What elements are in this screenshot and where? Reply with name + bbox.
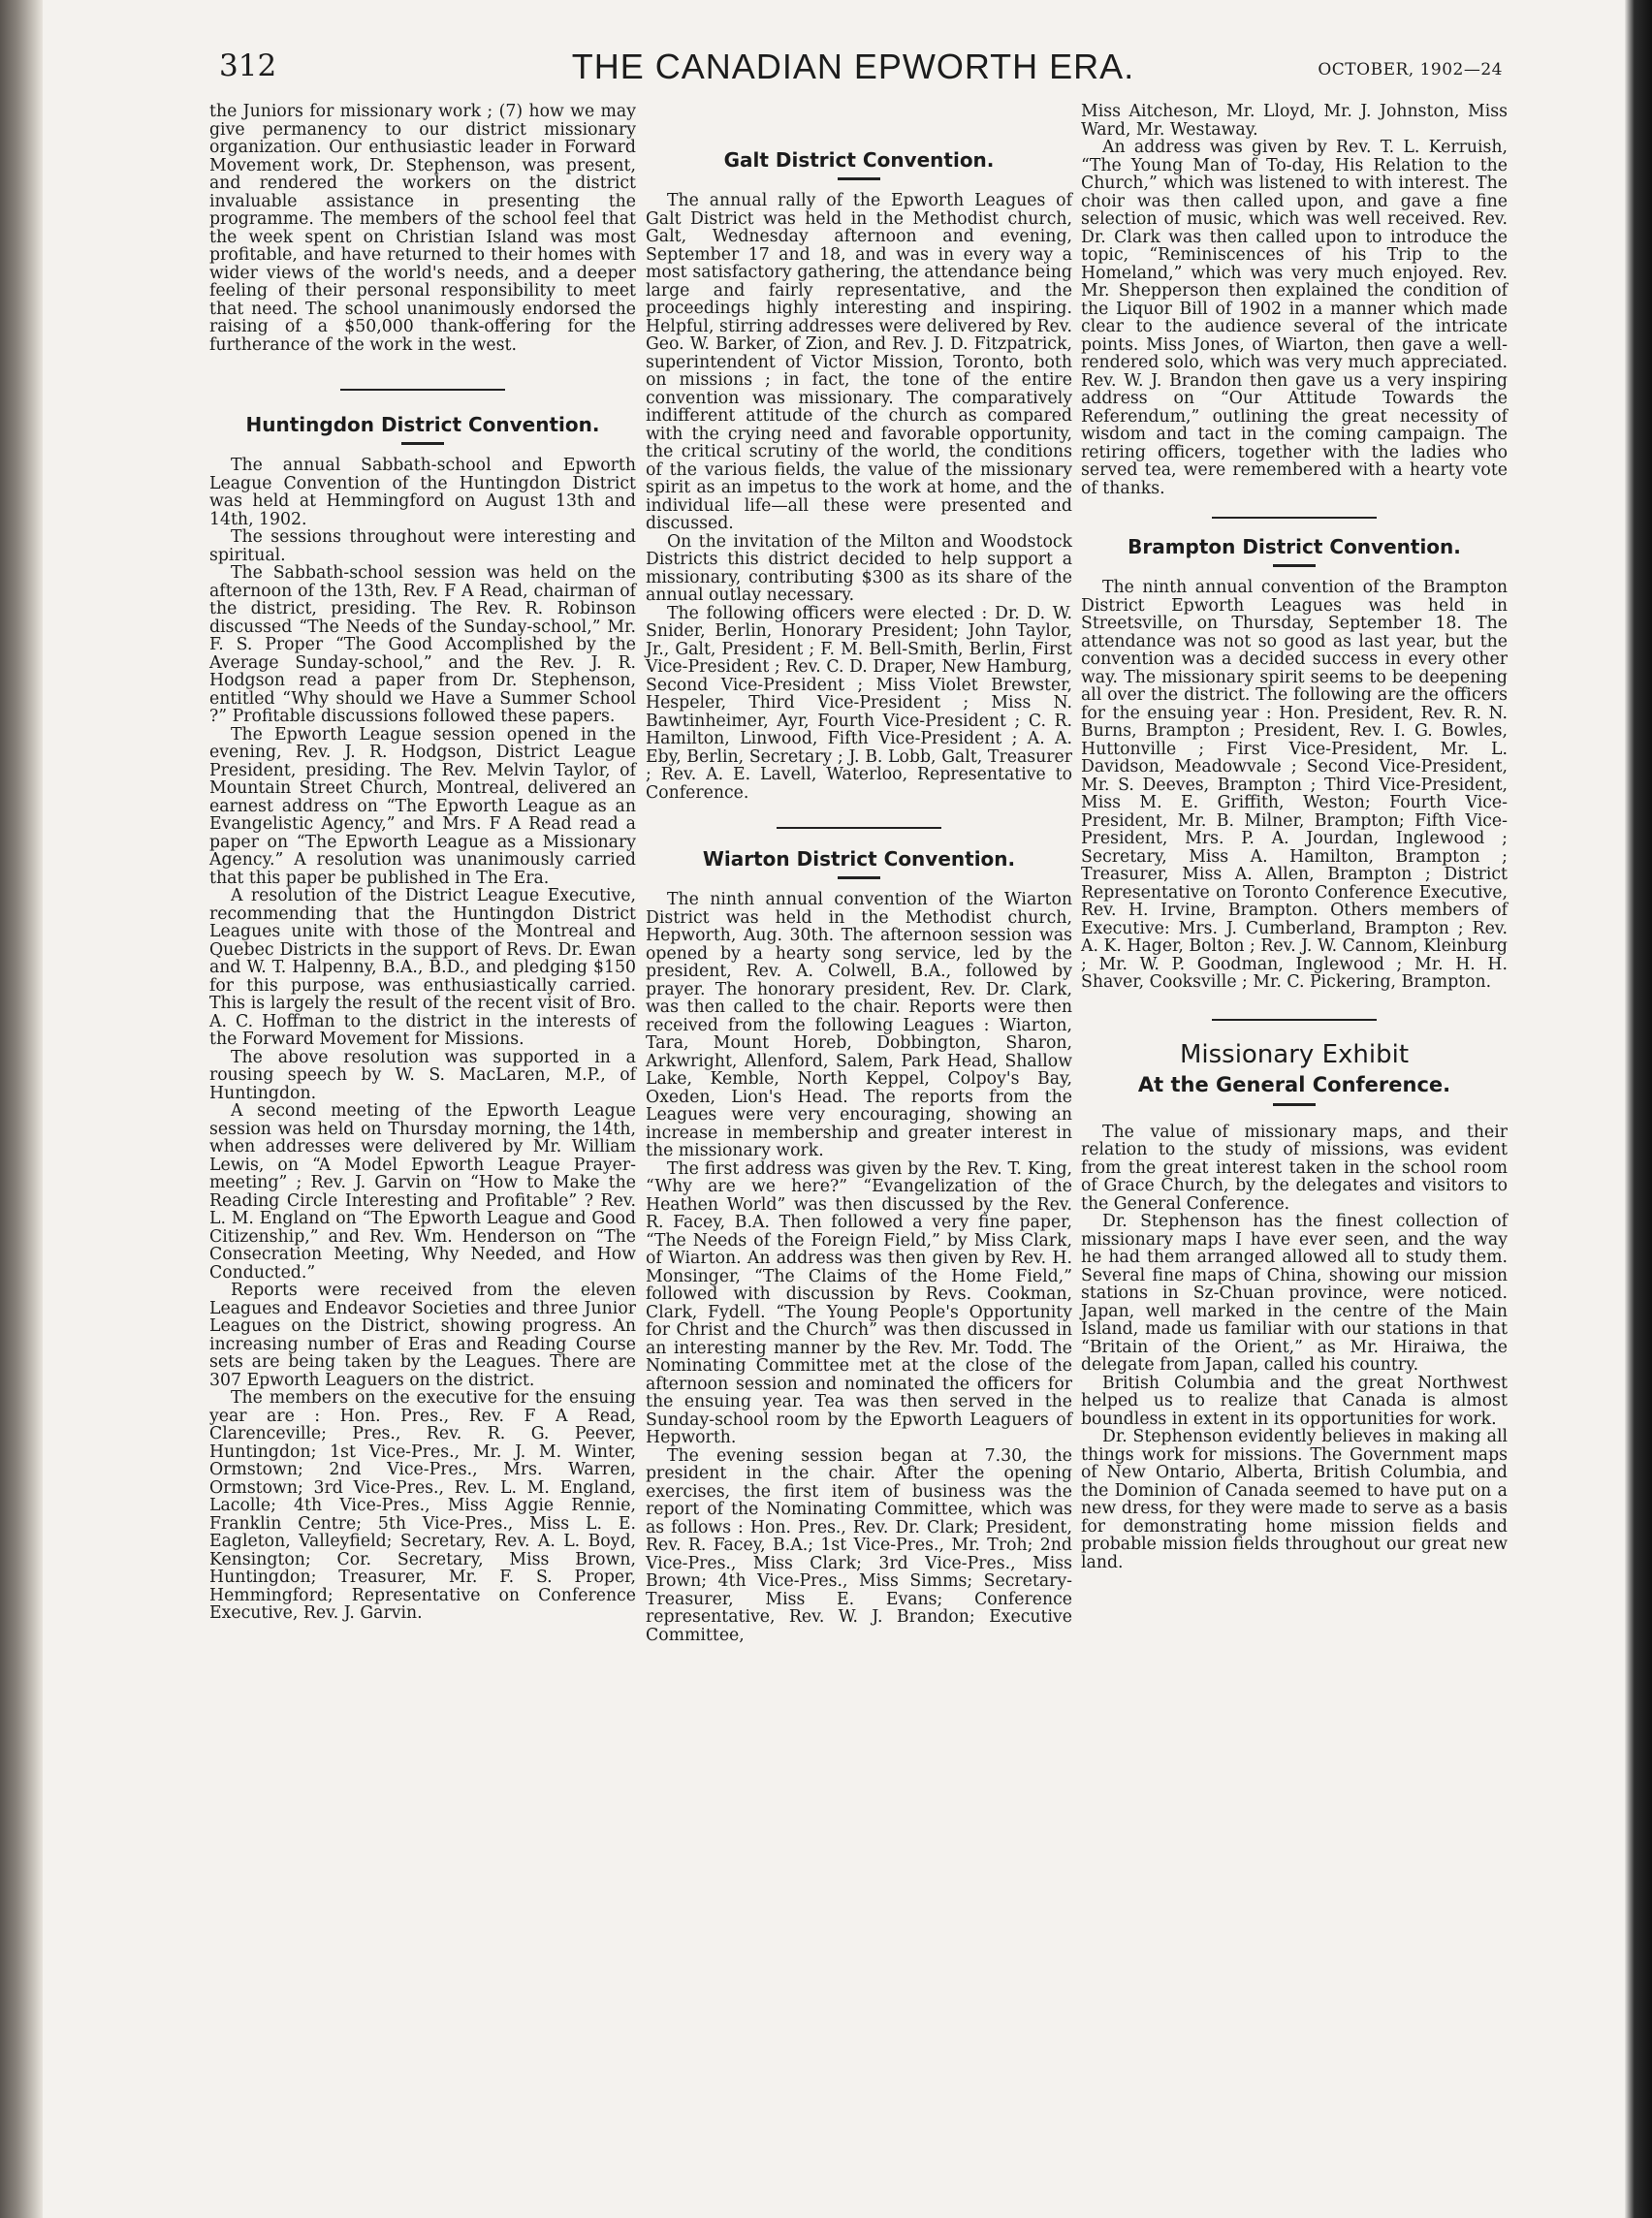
issue-date: OCTOBER, 1902—24	[1318, 60, 1503, 79]
section-divider	[1212, 517, 1377, 519]
paragraph: A resolution of the District League Executive, recommending that the Huntingdon District Leagues unite with those of the Montreal and Quebec Districts in the support of Revs. Dr. Ewan and W. T. Halpenny, B.A., B.D., and pledging $150 for this purpose, was enthusiastically carried. This is largely the result of the recent visit of Bro. A. C. Hoffman to the district in the interests of the Forward Movement for Missions.	[209, 886, 636, 1049]
paragraph: The first address was given by the Rev. T. King, “Why are we here?” “Evangelization of the Heathen World” was then discussed by the Rev. R. Facey, B.A. Then followed a very fine paper, “The Needs of the Foreign Field,” by Miss Clark, of Wiarton. An address was then given by Rev. H. Monsinger, “The Claims of the Home Field,” followed with discussion by Revs. Cookman, Clark, Fydell. “The Young People's Opportunity for Christ and the Church” was then discussed in an interesting manner by the Rev. Mr. Todd. The Nominating Committee met at the close of the afternoon session and nominated the officers for the ensuing year. Tea was then served in the Sunday-school room by the Epworth Leaguers of Hepworth.	[646, 1158, 1072, 1447]
newspaper-page	[204, 39, 1508, 2191]
paragraph: British Columbia and the great Northwest helped us to realize that Canada is almost boundless in extent in its opportunities for work.	[1081, 1373, 1508, 1429]
paragraph: On the invitation of the Milton and Woodstock Districts this district decided to help support a missionary, contributing $300 as its share of the annual outlay necessary.	[646, 531, 1072, 605]
paragraph: The following officers were elected : Dr. D. W. Snider, Berlin, Honorary President; John Taylor, Jr., Galt, President ; F. M. Bell-Smith, Berlin, First Vice-President ; Rev. C. D. Draper, New Hamburg, Second Vice-President ; Miss Violet Brewster, Hespeler, Third Vice-President ; Miss N. Bawtinheimer, Ayr, Fourth Vice-President ; C. R. Hamilton, Linwood, Fifth Vice-President ; A. A. Eby, Berlin, Secretary ; J. B. Lobb, Galt, Treasurer ; Rev. A. E. Lavell, Waterloo, Representative to Conference.	[646, 603, 1072, 803]
paragraph: The annual rally of the Epworth Leagues of Galt District was held in the Methodist church, Galt, Wednesday afternoon and evening, September 17 and 18, and was in every way a most satisfactory gathering, the attendance being large and fairly representative, and the proceedings highly interesting and inspiring. Helpful, stirring addresses were delivered by Rev. Geo. W. Barker, of Zion, and Rev. J. D. Fitzpatrick, superintendent of Victor Mission, Toronto, both on missions ; in fact, the tone of the entire convention was missionary. The comparatively indifferent attitude of the church as compared with the crying need and favorable opportunity, the critical scrutiny of the world, the conditions of the various fields, the value of the missionary spirit as an impetus to the work at home, and the individual life—all these were presented and discussed.	[646, 191, 1072, 533]
page-edge	[1625, 0, 1652, 2218]
column-1	[209, 103, 636, 1623]
column-2	[646, 103, 1072, 1644]
paragraph: The value of missionary maps, and their relation to the study of missions, was evident from the great interest taken in the school room of Grace Church, by the delegates and visitors to the General Conference.	[1081, 1122, 1508, 1214]
paragraph: The members on the executive for the ensuing year are : Hon. Pres., Rev. F A Read, Clarenceville; Pres., Rev. R. G. Peever, Huntingdon; 1st Vice-Pres., Mr. J. M. Winter, Ormstown; 2nd Vice-Pres., Mrs. Warren, Ormstown; 3rd Vice-Pres., Rev. L. M. England, Lacolle; 4th Vice-Pres., Miss Aggie Rennie, Franklin Centre; 5th Vice-Pres., Miss L. E. Eagleton, Valleyfield; Secretary, Rev. A. L. Boyd, Kensington; Cor. Secretary, Miss Brown, Huntingdon; Treasurer, Mr. F. S. Proper, Hemmingford; Representative on Conference Executive, Rev. J. Garvin.	[209, 1388, 636, 1623]
brampton-heading: Brampton District Convention.	[1128, 535, 1461, 558]
heading-dash	[838, 177, 880, 180]
heading-dash	[401, 442, 444, 445]
exhibit-subheading: At the General Conference.	[1137, 1072, 1451, 1096]
paragraph: Dr. Stephenson evidently believes in making all things work for missions. The Government maps of New Ontario, Alberta, British Columbia, and the Dominion of Canada seemed to have put on a new dress, for they were made to serve as a basis for demonstrating home mission fields and probable mission fields throughout our great new land.	[1081, 1427, 1508, 1572]
heading-dash	[838, 876, 880, 879]
paragraph: The annual Sabbath-school and Epworth League Convention of the Huntingdon District was held at Hemmingford on August 13th and 14th, 1902.	[209, 456, 636, 529]
paragraph: The sessions throughout were interesting and spiritual.	[209, 527, 636, 565]
paragraph: The Sabbath-school session was held on the afternoon of the 13th, Rev. F A Read, chairman of the district, presiding. The Rev. R. Robinson discussed “The Needs of the Sunday-school,” Mr. F. S. Proper “The Good Accomplished by the Average Sunday-school,” and the Rev. J. R. Hodgson read a paper from Dr. Stephenson, entitled “Why should we Have a Summer School ?” Profitable discussions followed these papers.	[209, 563, 636, 726]
article-continuation: Miss Aitcheson, Mr. Lloyd, Mr. J. Johnston, Miss Ward, Mr. Westaway.	[1081, 102, 1508, 140]
huntingdon-heading: Huntingdon District Convention.	[245, 413, 600, 436]
paragraph: The evening session began at 7.30, the president in the chair. After the opening exercises, the first item of business was the report of the Nominating Committee, which was as follows : Hon. Pres., Rev. Dr. Clark; President, Rev. R. Facey, B.A.; 1st Vice-Pres., Mr. Troh; 2nd Vice-Pres., Miss Clark; 3rd Vice-Pres., Miss Brown; 4th Vice-Pres., Miss Simms; Secretary-Treasurer, Miss E. Evans; Conference representative, Rev. W. J. Brandon; Executive Committee,	[646, 1445, 1072, 1645]
heading-dash	[1273, 564, 1316, 567]
heading-dash	[1273, 1103, 1316, 1106]
publication-title: THE CANADIAN EPWORTH ERA.	[571, 47, 1135, 86]
page-number: 312	[219, 48, 277, 83]
column-3	[1081, 103, 1508, 1571]
paragraph: The ninth annual convention of the Wiarton District was held in the Methodist church, Hepworth, Aug. 30th. The afternoon session was opened by a hearty song service, led by the president, Rev. A. Colwell, B.A., followed by prayer. The honorary president, Rev. Dr. Clark, was then called to the chair. Reports were then received from the following Leagues : Wiarton, Tara, Mount Horeb, Dobbington, Sharon, Arkwright, Allenford, Salem, Park Head, Shallow Lake, Kemble, North Keppel, Colpoy's Bay, Oxeden, Lion's Head. The reports from the Leagues were very encouraging, showing an increase in membership and greater interest in the missionary work.	[646, 890, 1072, 1160]
book-binding	[0, 0, 43, 2218]
paragraph: Dr. Stephenson has the finest collection of missionary maps I have ever seen, and the way he had them arranged allowed all to study them. Several fine maps of China, showing our mission stations in Sz-Chuan province, were noticed. Japan, well marked in the centre of the Main Island, made us familiar with our stations in that “Britain of the Orient,” as Mr. Hiraiwa, the delegate from Japan, called his country.	[1081, 1212, 1508, 1375]
paragraph: The ninth annual convention of the Brampton District Epworth Leagues was held in Streetsville, on Thursday, September 18. The attendance was not so good as last year, but the convention was a decided success in every other way. The missionary spirit seems to be deepening all over the district. The following are the officers for the ensuing year : Hon. President, Rev. R. N. Burns, Brampton ; President, Rev. I. G. Bowles, Huttonville ; First Vice-President, Mr. L. Davidson, Meadowvale ; Second Vice-President, Mr. S. Deeves, Brampton ; Third Vice-President, Miss M. E. Griffith, Weston; Fourth Vice-President, Mr. B. Milner, Brampton; Fifth Vice-President, Mrs. P. A. Jourdan, Inglewood ; Secretary, Miss A. Hamilton, Brampton ; Treasurer, Miss A. Allen, Brampton ; District Representative on Toronto Conference Executive, Rev. H. Irvine, Brampton. Others members of Executive: Mrs. J. Cumberland, Brampton ; Rev. A. K. Hager, Bolton ; Rev. J. W. Cannom, Kleinburg ; Mr. W. P. Goodman, Inglewood ; Mr. H. H. Shaver, Cooksville ; Mr. C. Pickering, Brampton.	[1081, 578, 1508, 992]
paragraph: An address was given by Rev. T. L. Kerruish, “The Young Man of To-day, His Relation to the Church,” which was listened to with interest. The choir was then called upon, and gave a fine selection of music, which was well received. Rev. Dr. Clark was then called upon to introduce the topic, “Reminiscences of his Trip to the Homeland,” which was very much enjoyed. Rev. Mr. Shepperson then explained the condition of the Liquor Bill of 1902 in a manner which made clear to the audience several of the intricate points. Miss Jones, of Wiarton, then gave a well-rendered solo, which was very much appreciated. Rev. W. J. Brandon then gave us a very inspiring address on “Our Attitude Towards the Referendum,” outlining the great necessity of wisdom and tact in the coming campaign. The retiring officers, together with the ladies who served tea, were remembered with a hearty vote of thanks.	[1081, 138, 1508, 498]
galt-heading: Galt District Convention.	[723, 148, 995, 172]
article-continuation: the Juniors for missionary work ; (7) how we may give permanency to our district missionary organization. Our enthusiastic leader in Forward Movement work, Dr. Stephenson, was present, and rendered the workers on the district invaluable assistance in presenting the programme. The members of the school feel that the week spent on Christian Island was most profitable, and have returned to their homes with wider views of the world's needs, and a deeper feeling of their personal responsibility to meet that need. The school unanimously endorsed the raising of a $50,000 thank-offering for the furtherance of the work in the west.	[209, 102, 636, 355]
exhibit-heading: Missionary Exhibit	[1179, 1039, 1410, 1069]
paragraph: A second meeting of the Epworth League session was held on Thursday morning, the 14th, when addresses were delivered by Mr. William Lewis, on “A Model Epworth League Prayer-meeting” ; Rev. J. Garvin on “How to Make the Reading Circle Interesting and Profitable” ? Rev. L. M. England on “The Epworth League and Good Citizenship,” and Rev. Wm. Henderson on “The Consecration Meeting, Why Needed, and How Conducted.”	[209, 1101, 636, 1283]
section-divider	[1212, 1019, 1377, 1021]
section-divider	[777, 827, 941, 829]
paragraph: The above resolution was supported in a rousing speech by W. S. MacLaren, M.P., of Huntingdon.	[209, 1047, 636, 1103]
page-header	[204, 39, 1503, 97]
section-divider	[340, 389, 505, 391]
paragraph: Reports were received from the eleven Leagues and Endeavor Societies and three Junior Leagues on the District, showing progress. An increasing number of Eras and Reading Course sets are being taken by the Leagues. There are 307 Epworth Leaguers on the district.	[209, 1281, 636, 1390]
wiarton-heading: Wiarton District Convention.	[702, 847, 1016, 871]
paragraph: The Epworth League session opened in the evening, Rev. J. R. Hodgson, District League President, presiding. The Rev. Melvin Taylor, of Mountain Street Church, Montreal, delivered an earnest address on “The Epworth League as an Evangelistic Agency,” and Mrs. F A Read read a paper on “The Epworth League as a Missionary Agency.” A resolution was unanimously carried that this paper be published in The Era.	[209, 724, 636, 888]
